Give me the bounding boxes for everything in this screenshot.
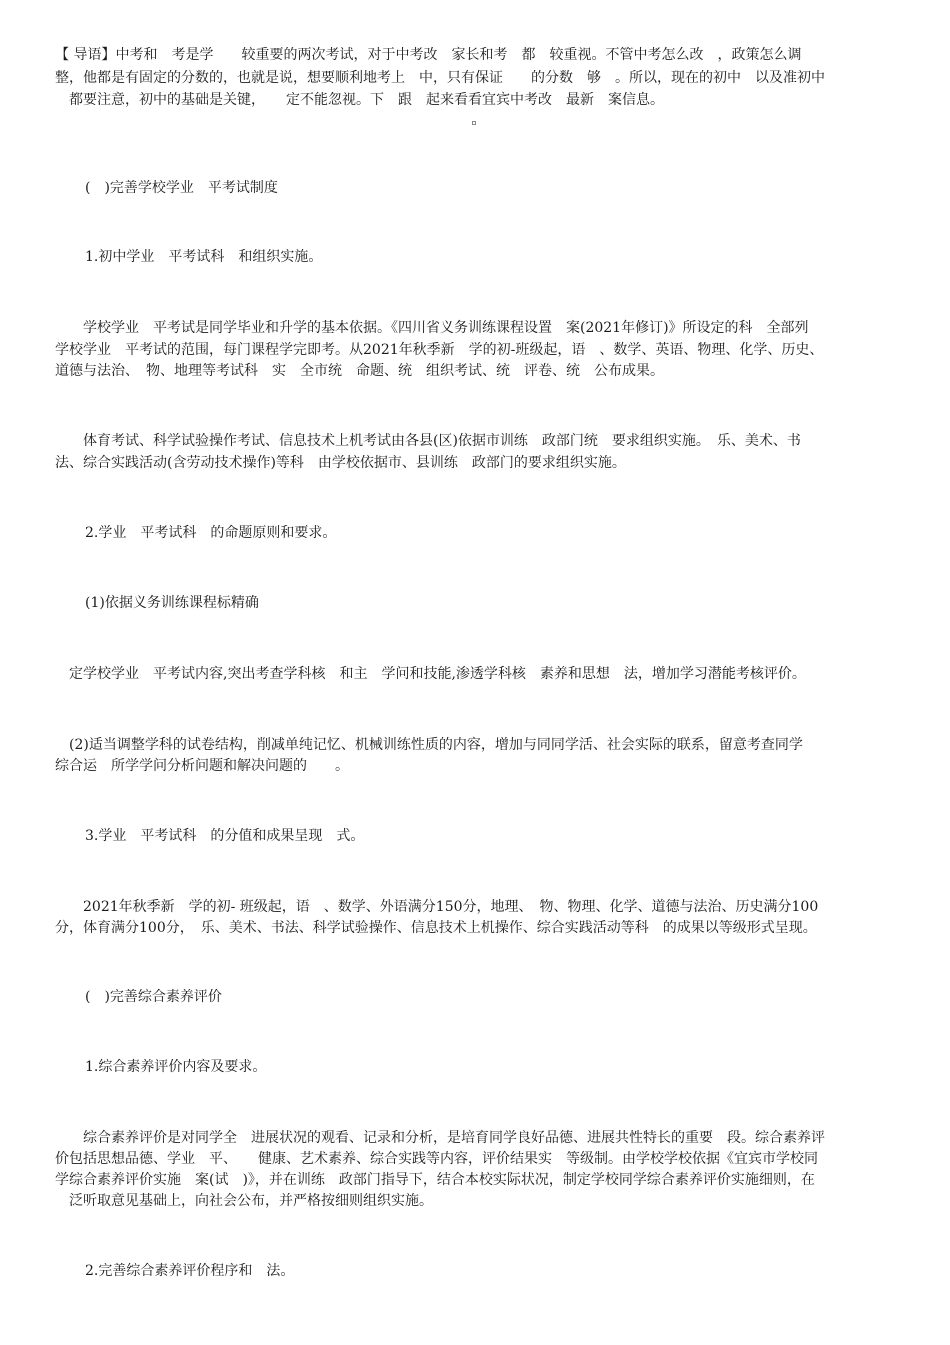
- section-heading-2: ( )完善综合素养评价: [85, 989, 222, 1005]
- item-heading-3: 3.学业 平考试科 的分值和成果呈现 式。: [85, 828, 365, 844]
- para-4-line-1: (2)适当调整学科的试卷结构，削减单纯记忆、机械训练性质的内容，增加与同同学活、社会实际的联系，留意考查同学: [55, 737, 803, 753]
- para-6-line-3: 学综合素养评价实施 案(试 )》，并在训练 政部门指导下，结合本校实际状况，制定学校同学综合素养评价实施细则，在: [55, 1172, 815, 1188]
- para-1-line-1: 学校学业 平考试是同学毕业和升学的基本依据。《四川省义务训练课程设置 案(2021年修订)》所设定的科 全部列: [55, 320, 809, 336]
- para-3: 定学校学业 平考试内容,突出考查学科核 和主 学问和技能,渗透学科核 素养和思想 法，增加学习潜能考核评价。: [55, 666, 806, 682]
- item-heading-2: 2.学业 平考试科 的命题原则和要求。: [85, 525, 337, 541]
- para-6-line-2: 价包括思想品德、学业 平、 健康、艺术素养、综合实践等内容，评价结果实 等级制。由学校学校依据《宜宾市学校同: [55, 1151, 818, 1167]
- para-5-line-2: 分，体育满分100分， 乐、美术、书法、科学试验操作、信息技术上机操作、综合实践活动等科 的成果以等级形式呈现。: [55, 920, 817, 936]
- intro-line-2: 整，他都是有固定的分数的，也就是说，想要顺利地考上 中，只有保证 的分数 够 。所以，现在的初中 以及准初中: [55, 70, 825, 86]
- para-6-line-4: 泛听取意见基础上，向社会公布，并严格按细则组织实施。: [55, 1193, 433, 1209]
- para-5-line-1: 2021年秋季新 学的初- 班级起，语 、数学、外语满分150分，地理、 物、物理、化学、道德与法治、历史满分100: [55, 899, 819, 915]
- intro-line-3: 都要注意，初中的基础是关键， 定不能忽视。下 跟 起来看看宜宾中考改 最新 案信息。: [55, 92, 664, 108]
- s2-item-heading-2: 2.完善综合素养评价程序和 法。: [85, 1263, 295, 1279]
- intro-line-1: 【 导语】中考和 考是学 较重要的两次考试，对于中考改 家长和考 都 较重视。不管中考怎么改 ，政策怎么调: [55, 47, 802, 63]
- para-1-line-3: 道德与法治、 物、地理等考试科 实 全市统 命题、统 组织考试、统 评卷、统 公布成果。: [55, 363, 664, 379]
- para-6-line-1: 综合素养评价是对同学全 进展状况的观看、记录和分析，是培育同学良好品德、进展共性特长的重要 段。综合素养评: [55, 1130, 825, 1146]
- section-heading-1: ( )完善学校学业 平考试制度: [85, 180, 278, 196]
- image-placeholder-icon: [472, 121, 476, 125]
- para-2-line-2: 法、综合实践活动(含劳动技术操作)等科 由学校依据市、县训练 政部门的要求组织实施。: [55, 455, 626, 471]
- para-1-line-2: 学校学业 平考试的范围，每门课程学完即考。从2021年秋季新 学的初-班级起，语 、数学、英语、物理、化学、历史、: [55, 342, 824, 358]
- para-4-line-2: 综合运 所学学问分析问题和解决问题的 。: [55, 758, 349, 774]
- para-2-line-1: 体育考试、科学试验操作考试、信息技术上机考试由各县(区)依据市训练 政部门统 要求组织实施。 乐、美术、书: [55, 433, 801, 449]
- item-heading-1: 1.初中学业 平考试科 和组织实施。: [85, 249, 323, 265]
- s2-item-heading-1: 1.综合素养评价内容及要求。: [85, 1059, 267, 1075]
- item-2-sub-1: (1)依据义务训练课程标精确: [85, 595, 259, 611]
